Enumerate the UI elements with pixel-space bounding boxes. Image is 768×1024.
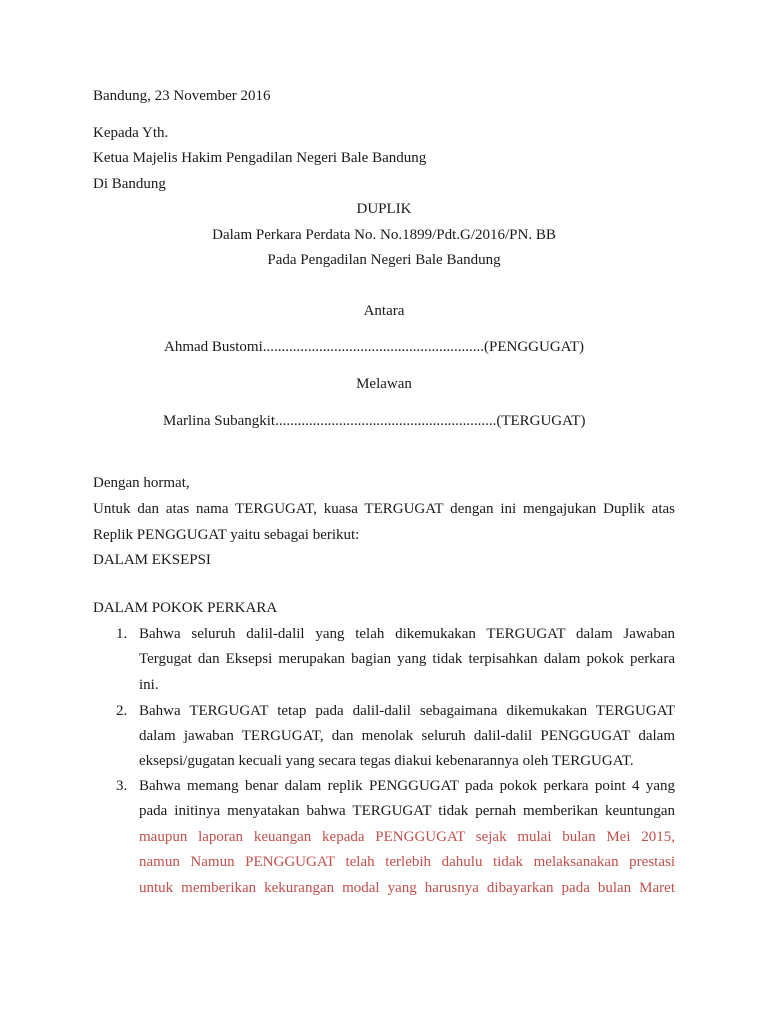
intro-line-2: Replik PENGGUGAT yaitu sebagai berikut: — [93, 527, 360, 543]
date-line: Bandung, 23 November 2016 — [93, 88, 271, 104]
highlighted-line: untuk memberikan kekurangan modal yang harusnya dibayarkan pada bulan Maret — [139, 880, 675, 896]
list-item-number: 3. — [116, 778, 128, 794]
list-item-line: pada initinya menyatakan bahwa TERGUGAT tidak pernah memberikan keuntungan — [139, 803, 675, 819]
list-item-line: dalam jawaban TERGUGAT, dan menolak seluruh dalil-dalil PENGGUGAT dalam — [139, 728, 675, 744]
recipient-name: Ketua Majelis Hakim Pengadilan Negeri Bale Bandung — [93, 150, 427, 166]
highlighted-line: namun Namun PENGGUGAT telah terlebih dahulu tidak melaksanakan prestasi — [139, 854, 675, 870]
between-label: Antara — [363, 303, 405, 319]
defendant-line: Marlina Subangkit...........................................................(TERGUGAT) — [163, 413, 586, 429]
versus-label: Melawan — [356, 376, 412, 392]
section-main-heading: DALAM POKOK PERKARA — [93, 600, 278, 616]
court-line: Pada Pengadilan Negeri Bale Bandung — [267, 252, 501, 268]
list-item-line: Bahwa memang benar dalam replik PENGGUGAT pada pokok perkara point 4 yang — [139, 778, 675, 794]
highlighted-line: maupun laporan keuangan kepada PENGGUGAT sejak mulai bulan Mei 2015, — [139, 829, 675, 845]
list-item-line: eksepsi/gugatan kecuali yang secara tegas diakui kebenarannya oleh TERGUGAT. — [139, 753, 634, 769]
list-item-line: Tergugat dan Eksepsi merupakan bagian yang tidak terpisahkan dalam pokok perkara — [139, 651, 675, 667]
recipient-place: Di Bandung — [93, 176, 166, 192]
list-item-line: Bahwa TERGUGAT tetap pada dalil-dalil sebagaimana dikemukakan TERGUGAT — [139, 703, 675, 719]
section-exception-heading: DALAM EKSEPSI — [93, 552, 211, 568]
list-item-number: 1. — [116, 626, 128, 642]
greeting: Dengan hormat, — [93, 475, 190, 491]
recipient-salutation: Kepada Yth. — [93, 125, 169, 141]
case-number-line: Dalam Perkara Perdata No. No.1899/Pdt.G/2016/PN. BB — [212, 227, 556, 243]
document-title: DUPLIK — [356, 201, 412, 217]
list-item-number: 2. — [116, 703, 128, 719]
list-item-line: ini. — [139, 677, 159, 693]
plaintiff-line: Ahmad Bustomi...........................................................(PENGGUGAT) — [164, 339, 584, 355]
intro-line-1: Untuk dan atas nama TERGUGAT, kuasa TERGUGAT dengan ini mengajukan Duplik atas — [93, 501, 675, 517]
list-item-line: Bahwa seluruh dalil-dalil yang telah dikemukakan TERGUGAT dalam Jawaban — [139, 626, 675, 642]
